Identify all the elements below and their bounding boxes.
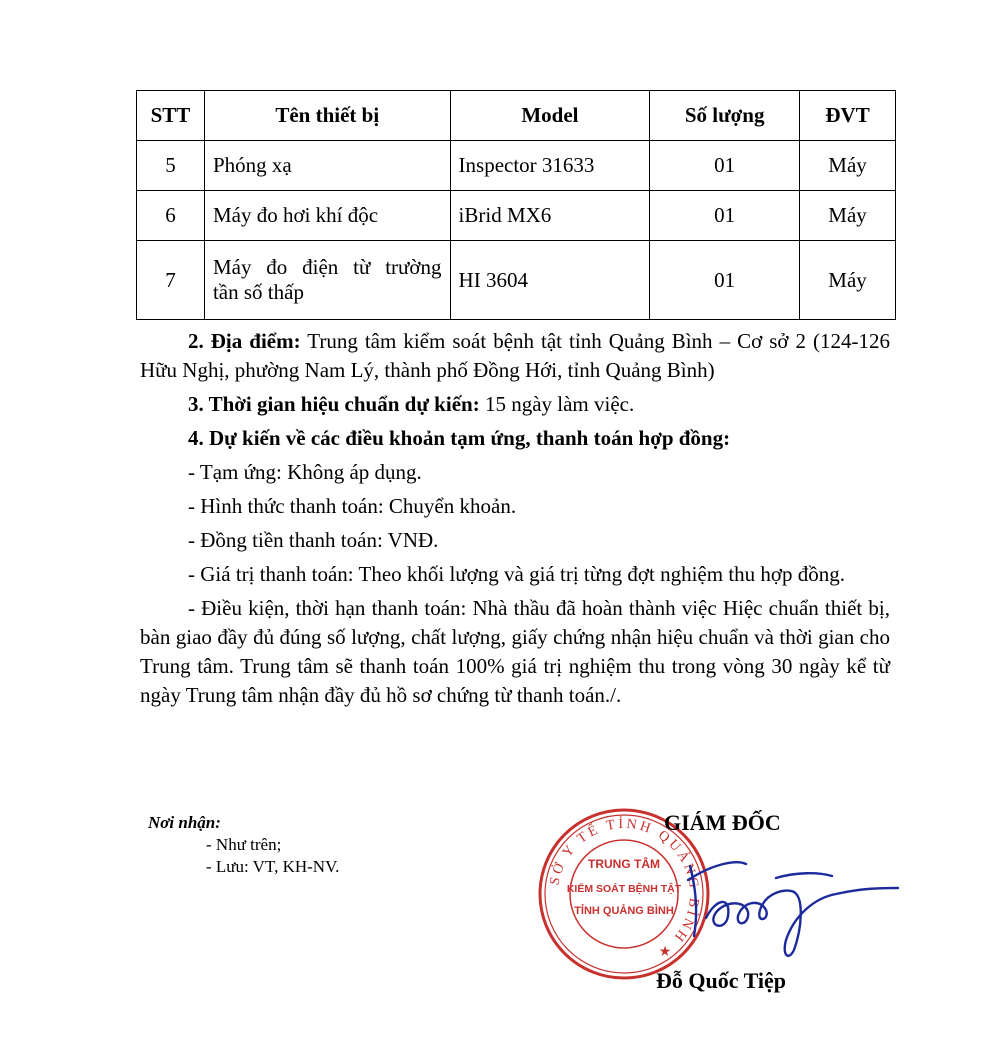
equipment-table <box>136 90 896 320</box>
cell-name-line1: Máy đo điện từ trường <box>212 255 442 279</box>
body-text <box>140 327 890 715</box>
cell-unit: Máy <box>800 191 896 241</box>
duration-label: 3. Thời gian hiệu chuẩn dự kiến: <box>188 392 480 416</box>
cell-qty: 01 <box>650 191 800 241</box>
cell-name-line2: tần số thấp <box>212 280 304 304</box>
table-row <box>137 191 896 241</box>
location-text: Trung tâm kiểm soát bệnh tật tỉnh Quảng Bình – Cơ sở 2 (124-126 Hữu Nghị, phường Nam Lý, thành phố Đồng Hới, tỉnh Quảng Bình) <box>140 329 890 382</box>
term-item: - Điều kiện, thời hạn thanh toán: Nhà thầu đã hoàn thành việc Hiệc chuẩn thiết bị, bàn giao đầy đủ đúng số lượng, chất lượng, giấy chứng nhận hiệu chuẩn và thời gian cho Trung tâm. Trung tâm sẽ thanh toán 100% giá trị nghiệm thu trong vòng 30 ngày kể từ ngày Trung tâm nhận đầy đủ hồ sơ chứng từ thanh toán./. <box>140 596 890 707</box>
location-paragraph <box>140 327 890 385</box>
col-header-model: Model <box>450 91 650 141</box>
stamp-line3: TỈNH QUẢNG BÌNH <box>574 905 674 917</box>
recipients-block <box>148 812 339 878</box>
cell-unit: Máy <box>800 141 896 191</box>
table-row <box>137 141 896 191</box>
director-name: Đỗ Quốc Tiệp <box>656 968 786 993</box>
term-item: - Hình thức thanh toán: Chuyển khoản. <box>188 494 517 518</box>
director-title: GIÁM ĐỐC <box>664 810 781 835</box>
cell-stt: 5 <box>137 141 205 191</box>
recipient-item: - Như trên; <box>206 835 282 854</box>
cell-stt: 7 <box>137 241 205 320</box>
recipients-heading: Nơi nhận: <box>148 813 221 832</box>
cell-stt: 6 <box>137 191 205 241</box>
svg-text:SỞ Y TẾ TỈNH QUẢNG BÌNH ★: SỞ Y TẾ TỈNH QUẢNG BÌNH ★ <box>547 816 702 962</box>
handwritten-signature <box>686 858 902 968</box>
col-header-qty: Số lượng <box>650 91 800 141</box>
duration-text: 15 ngày làm việc. <box>484 392 635 416</box>
terms-heading: 4. Dự kiến về các điều khoản tạm ứng, thanh toán hợp đồng: <box>188 426 731 450</box>
cell-name: Máy đo hơi khí độc <box>204 191 450 241</box>
recipient-item: - Lưu: VT, KH-NV. <box>206 857 340 876</box>
cell-model: HI 3604 <box>450 241 650 320</box>
cell-model: Inspector 31633 <box>450 141 650 191</box>
col-header-unit: ĐVT <box>800 91 896 141</box>
cell-unit: Máy <box>800 241 896 320</box>
stamp-line2: KIỂM SOÁT BỆNH TẬT <box>566 883 682 895</box>
col-header-name: Tên thiết bị <box>204 91 450 141</box>
col-header-stt: STT <box>137 91 205 141</box>
cell-qty: 01 <box>650 241 800 320</box>
cell-name <box>204 241 450 320</box>
term-item: - Đồng tiền thanh toán: VNĐ. <box>188 528 439 552</box>
term-item: - Giá trị thanh toán: Theo khối lượng và giá trị từng đợt nghiệm thu hợp đồng. <box>188 562 846 586</box>
stamp-line1: TRUNG TÂM <box>588 857 660 871</box>
cell-name: Phóng xạ <box>204 141 450 191</box>
cell-qty: 01 <box>650 141 800 191</box>
location-label: 2. Địa điểm: <box>188 329 301 353</box>
duration-paragraph <box>140 390 890 419</box>
table-header-row <box>137 91 896 141</box>
table-row <box>137 241 896 320</box>
term-item: - Tạm ứng: Không áp dụng. <box>188 460 422 484</box>
cell-model: iBrid MX6 <box>450 191 650 241</box>
